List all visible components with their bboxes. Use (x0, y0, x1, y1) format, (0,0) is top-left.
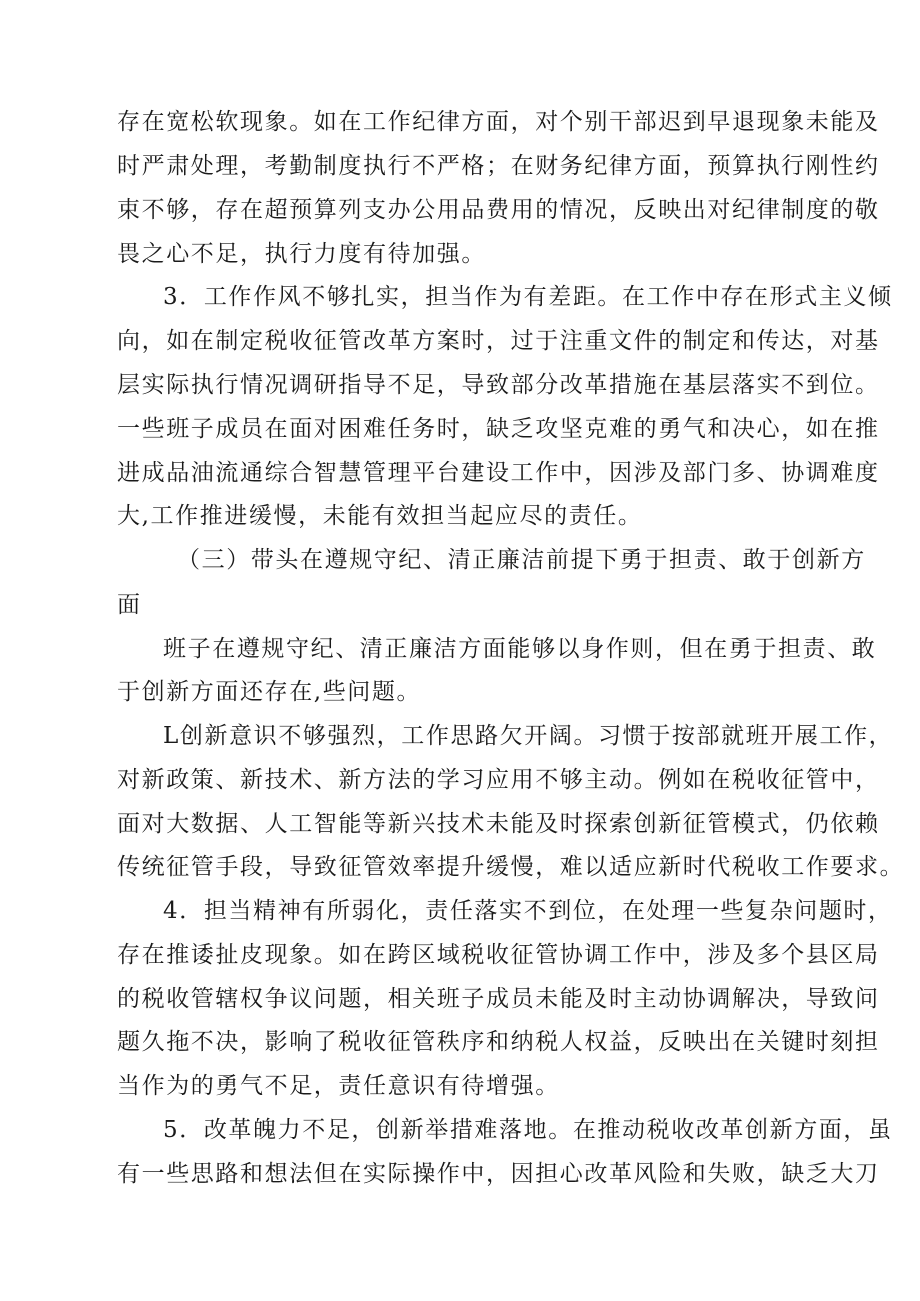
text-line: 的税收管辖权争议问题，相关班子成员未能及时主动协调解决，导致问 (117, 986, 880, 1012)
text-line: 3．工作作风不够扎实，担当作为有差距。在工作中存在形式主义倾 (163, 284, 893, 310)
text-line: 当作为的勇气不足，责任意识有待增强。 (117, 1073, 560, 1099)
text-line: 有一些思路和想法但在实际操作中，因担心改革风险和失败，缺乏大刀 (117, 1161, 880, 1187)
text-line: 5．改革魄力不足，创新举措难落地。在推动税收改革创新方面，虽 (163, 1117, 893, 1143)
text-line: 大,工作推进缓慢，未能有效担当起应尽的责任。 (117, 503, 643, 529)
text-line: 于创新方面还存在,些问题。 (117, 679, 422, 705)
text-line: 存在推诿扯皮现象。如在跨区域税收征管协调工作中，涉及多个县区局 (117, 942, 880, 968)
text-line: 一些班子成员在面对困难任务时，缺乏攻坚克难的勇气和决心，如在推 (117, 416, 880, 442)
text-line: 存在宽松软现象。如在工作纪律方面，对个别干部迟到早退现象未能及 (117, 109, 880, 135)
text-line: 时严肃处理，考勤制度执行不严格；在财务纪律方面，预算执行刚性约 (117, 153, 880, 179)
text-line: 班子在遵规守纪、清正廉洁方面能够以身作则，但在勇于担责、敢 (163, 636, 877, 662)
text-line: 4．担当精神有所弱化，责任落实不到位，在处理一些复杂问题时， (163, 898, 893, 924)
section-heading: （三）带头在遵规守纪、清正廉洁前提下勇于担责、敢于创新方 (177, 547, 866, 573)
text-line: 题久拖不决，影响了税收征管秩序和纳税人权益，反映出在关键时刻担 (117, 1029, 880, 1055)
text-line: 面对大数据、人工智能等新兴技术未能及时探索创新征管模式，仍依赖 (117, 811, 880, 837)
text-line: 进成品油流通综合智慧管理平台建设工作中，因涉及部门多、协调难度 (117, 460, 880, 486)
text-line: 传统征管手段，导致征管效率提升缓慢，难以适应新时代税收工作要求。 (117, 854, 905, 880)
text-line: 畏之心不足，执行力度有待加强。 (117, 241, 486, 267)
text-line: 层实际执行情况调研指导不足，导致部分改革措施在基层落实不到位。 (117, 372, 880, 398)
text-line: L创新意识不够强烈，工作思路欠开阔。习惯于按部就班开展工作， (163, 723, 894, 749)
text-line: 向，如在制定税收征管改革方案时，过于注重文件的制定和传达，对基 (117, 328, 880, 354)
section-heading: 面 (117, 592, 142, 618)
text-line: 束不够，存在超预算列支办公用品费用的情况，反映出对纪律制度的敬 (117, 197, 880, 223)
text-line: 对新政策、新技术、新方法的学习应用不够主动。例如在税收征管中， (117, 767, 880, 793)
